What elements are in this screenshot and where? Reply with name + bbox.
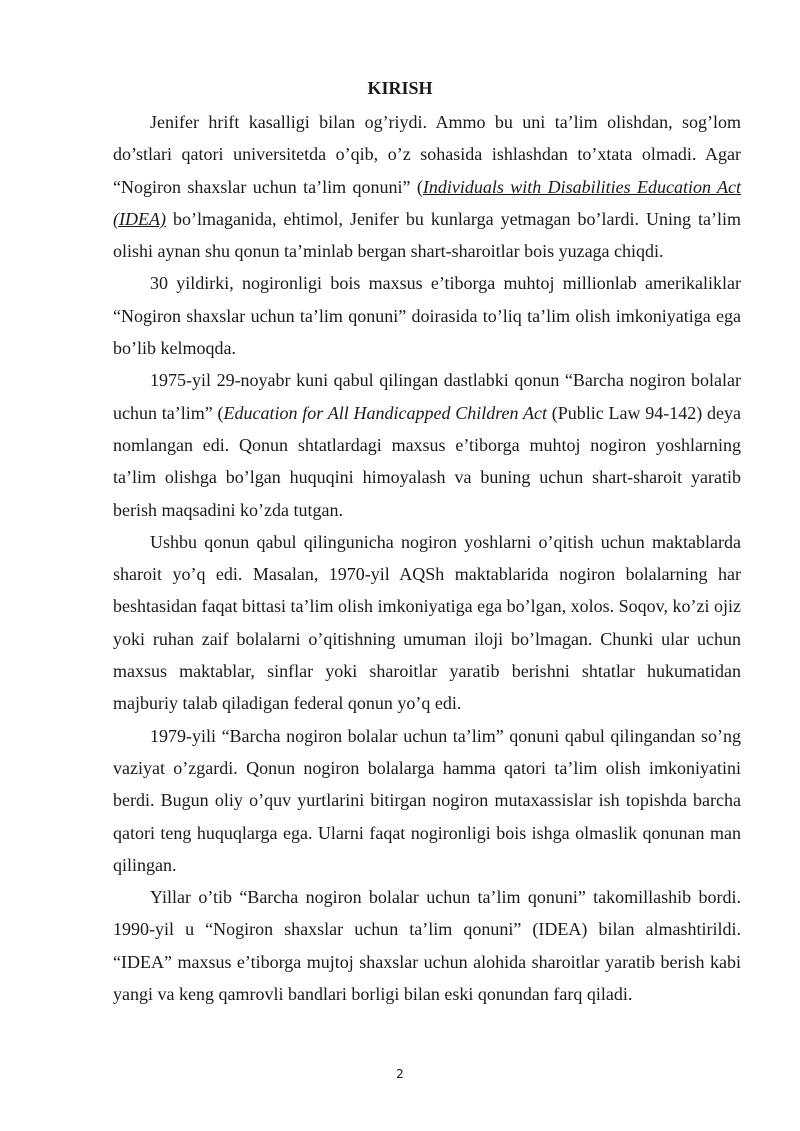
paragraph-3-text-after: (Public Law 94-142) deya nomlangan edi. Qonun shtatlardagi maxsus e’tiborga muhtoj nogiron yoshlarning ta’lim olishga bo’lgan huquqini himoyalash va buning uchun shart-sharoit yaratib berish maqsadini ko’zda tutgan. <box>113 402 741 520</box>
paragraph-1-text-before: Jenifer hrift kasalligi bilan og’riydi. Ammo bu uni ta’lim olishdan, sog’lom do’stlari qatori universitetda o’qib, o’z sohasida ishlashdan to’xtata olmadi. Agar “Nogiron shaxslar uchun ta’lim qonuni” ( <box>113 112 741 197</box>
paragraph-1-text-after: bo’lmaganida, ehtimol, Jenifer bu kunlarga yetmagan bo’lardi. Uning ta’lim olishi aynan shu qonun ta’minlab bergan shart-sharoitlar bois yuzaga chiqdi. <box>113 208 741 262</box>
page-title: KIRISH <box>367 78 433 98</box>
paragraph-6: Yillar o’tib “Barcha nogiron bolalar uchun ta’lim qonuni” takomillashib bordi. 1990-yil u “Nogiron shaxslar uchun ta’lim qonuni” (IDEA) bilan almashtirildi. “IDEA” maxsus e’tiborga mujtoj shaxslar uchun alohida sharoitlar yaratib berish kabi yangi va keng qamrovli bandlari borligi bilan eski qonundan farq qiladi. <box>113 887 741 1005</box>
paragraph-1 <box>113 106 741 267</box>
act-name-italic: Education for All Handicapped Children Act <box>223 402 547 423</box>
paragraph-3 <box>113 364 741 525</box>
paragraph-4: Ushbu qonun qabul qilingunicha nogiron yoshlarni o’qitish uchun maktablarda sharoit yo’q edi. Masalan, 1970-yil AQSh maktablarida nogiron bolalarning har beshtasidan faqat bittasi ta’lim olish imkoniyatiga ega bo’lgan, xolos. Soqov, ko’zi ojiz yoki ruhan zaif bolalarni o’qitishning umuman iloji bo’lmagan. Chunki ular uchun maxsus maktablar, sinflar yoki sharoitlar yaratib berishni shtatlar hukumatidan majburiy talab qiladigan federal qonun yo’q edi. <box>113 531 741 714</box>
paragraph-3-text-before: 1975-yil 29-noyabr kuni qabul qilingan dastlabki qonun “Barcha nogiron bolalar uchun ta’lim” ( <box>113 370 741 423</box>
page-number: 2 <box>396 1067 404 1081</box>
paragraph-5: 1979-yili “Barcha nogiron bolalar uchun ta’lim” qonuni qabul qilingandan so’ng vaziyat o’zgardi. Qonun nogiron bolalarga hamma qatori ta’lim olish imkoniyatini berdi. Bugun oliy o’quv yurtlarini bitirgan nogiron mutaxassislar ish topishda barcha qatori teng huquqlarga ega. Ularni faqat nogironligi bois ishga olmaslik qonunan man qilingan. <box>113 725 741 875</box>
idea-act-link[interactable]: Individuals with Disabilities Education Act (IDEA) <box>113 176 741 229</box>
document-body <box>113 106 741 1010</box>
paragraph-2: 30 yildirki, nogironligi bois maxsus e’tiborga muhtoj millionlab amerikaliklar “Nogiron shaxslar uchun ta’lim qonuni” doirasida to’liq ta’lim olish imkoniyatiga ega bo’lib kelmoqda. <box>113 273 741 359</box>
